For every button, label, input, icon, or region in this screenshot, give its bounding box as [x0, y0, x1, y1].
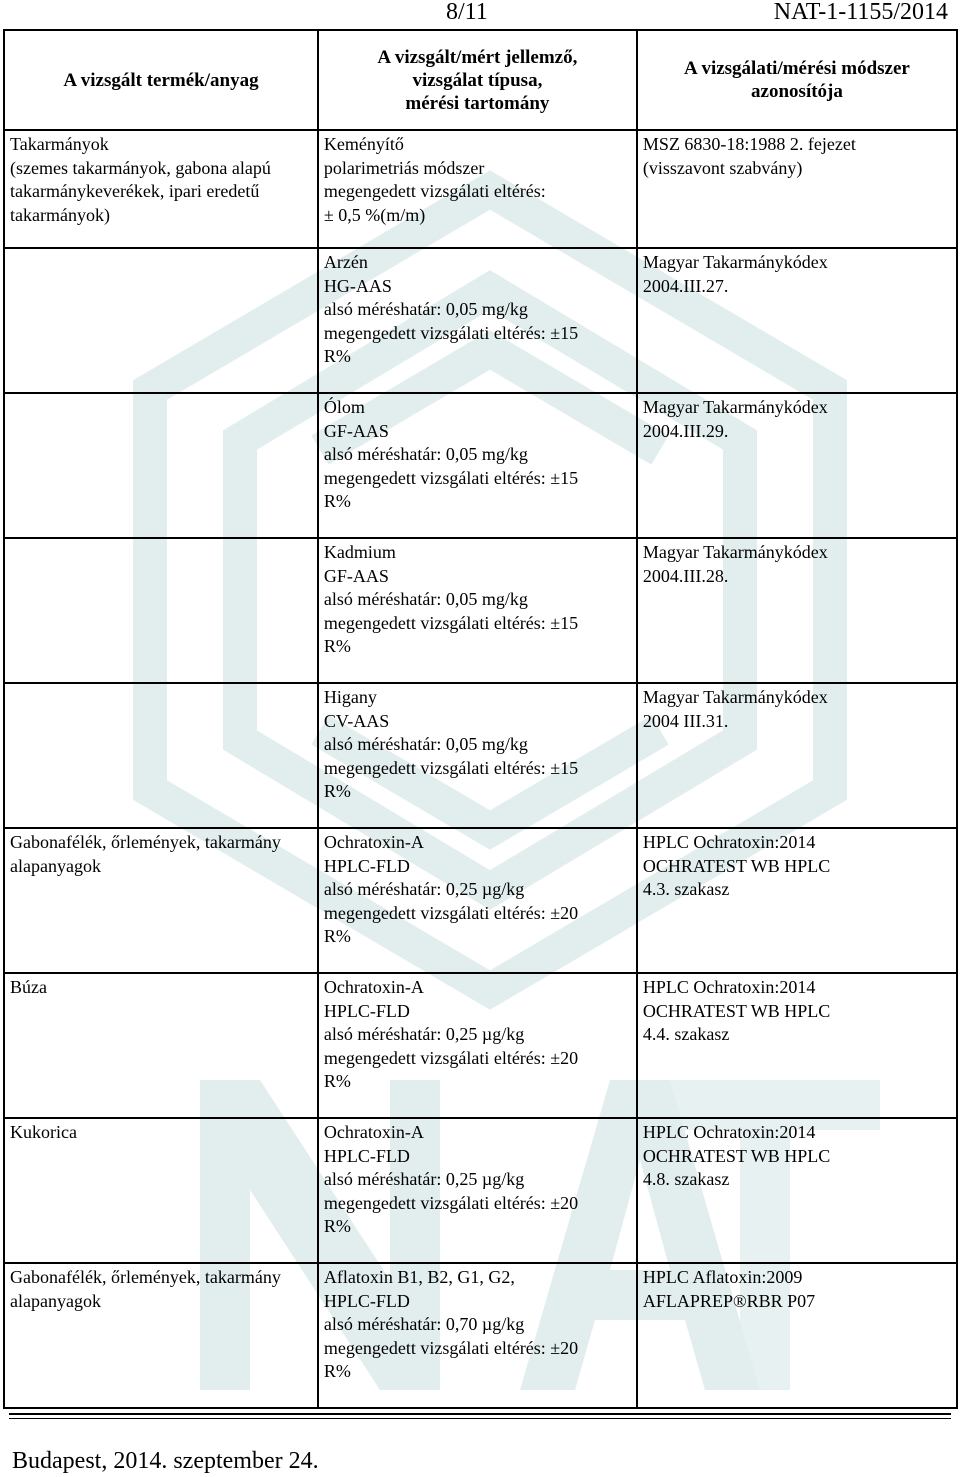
characteristic-cell: Higany CV-AAS alsó méréshatár: 0,05 mg/kg megengedett vizsgálati eltérés: ±15 R% — [318, 683, 637, 828]
footer-divider-thin — [9, 1418, 951, 1419]
characteristic-cell: Kadmium GF-AAS alsó méréshatár: 0,05 mg/kg megengedett vizsgálati eltérés: ±15 R% — [318, 538, 637, 683]
table-row — [4, 1118, 957, 1263]
document-id: NAT-1-1155/2014 — [773, 0, 948, 25]
product-cell — [4, 248, 318, 393]
header-product: A vizsgált termék/anyag — [4, 30, 318, 130]
characteristic-cell: Arzén HG-AAS alsó méréshatár: 0,05 mg/kg megengedett vizsgálati eltérés: ±15 R% — [318, 248, 637, 393]
table-row — [4, 828, 957, 973]
characteristic-cell: Ochratoxin-A HPLC-FLD alsó méréshatár: 0,25 µg/kg megengedett vizsgálati eltérés: ±20 R% — [318, 973, 637, 1118]
header-characteristic: A vizsgált/mért jellemző, vizsgálat típusa, mérési tartomány — [318, 30, 637, 130]
header-method: A vizsgálati/mérési módszer azonosítója — [637, 30, 957, 130]
method-cell: Magyar Takarmánykódex 2004.III.29. — [637, 393, 957, 538]
table-row — [4, 1263, 957, 1408]
table-row — [4, 393, 957, 538]
characteristic-cell: Ólom GF-AAS alsó méréshatár: 0,05 mg/kg megengedett vizsgálati eltérés: ±15 R% — [318, 393, 637, 538]
product-cell: Takarmányok (szemes takarmányok, gabona alapú takarmánykeverékek, ipari eredetű takarmányok) — [4, 130, 318, 248]
method-cell: HPLC Ochratoxin:2014 OCHRATEST WB HPLC 4.3. szakasz — [637, 828, 957, 973]
table-row — [4, 538, 957, 683]
product-cell: Gabonafélék, őrlemények, takarmány alapanyagok — [4, 1263, 318, 1408]
characteristic-cell: Ochratoxin-A HPLC-FLD alsó méréshatár: 0,25 µg/kg megengedett vizsgálati eltérés: ±20 R% — [318, 1118, 637, 1263]
characteristic-cell: Aflatoxin B1, B2, G1, G2, HPLC-FLD alsó méréshatár: 0,70 µg/kg megengedett vizsgálati eltérés: ±20 R% — [318, 1263, 637, 1408]
characteristic-cell: Ochratoxin-A HPLC-FLD alsó méréshatár: 0,25 µg/kg megengedett vizsgálati eltérés: ±20 R% — [318, 828, 637, 973]
characteristic-cell: Keményítő polarimetriás módszer megengedett vizsgálati eltérés: ± 0,5 %(m/m) — [318, 130, 637, 248]
product-cell — [4, 393, 318, 538]
table-row — [4, 130, 957, 248]
accreditation-table — [3, 29, 958, 1409]
method-cell: Magyar Takarmánykódex 2004 III.31. — [637, 683, 957, 828]
product-cell: Búza — [4, 973, 318, 1118]
table-header-row — [4, 30, 957, 130]
product-cell — [4, 538, 318, 683]
page-number: 8/11 — [446, 0, 488, 25]
table-row — [4, 973, 957, 1118]
footer-place-date: Budapest, 2014. szeptember 24. — [12, 1448, 319, 1474]
table-row — [4, 248, 957, 393]
method-cell: HPLC Ochratoxin:2014 OCHRATEST WB HPLC 4.8. szakasz — [637, 1118, 957, 1263]
product-cell — [4, 683, 318, 828]
product-cell: Kukorica — [4, 1118, 318, 1263]
table-row — [4, 683, 957, 828]
method-cell: Magyar Takarmánykódex 2004.III.27. — [637, 248, 957, 393]
method-cell: HPLC Ochratoxin:2014 OCHRATEST WB HPLC 4.4. szakasz — [637, 973, 957, 1118]
method-cell: MSZ 6830-18:1988 2. fejezet (visszavont szabvány) — [637, 130, 957, 248]
footer-divider — [9, 1413, 951, 1415]
method-cell: HPLC Aflatoxin:2009 AFLAPREP®RBR P07 — [637, 1263, 957, 1408]
method-cell: Magyar Takarmánykódex 2004.III.28. — [637, 538, 957, 683]
product-cell: Gabonafélék, őrlemények, takarmány alapanyagok — [4, 828, 318, 973]
